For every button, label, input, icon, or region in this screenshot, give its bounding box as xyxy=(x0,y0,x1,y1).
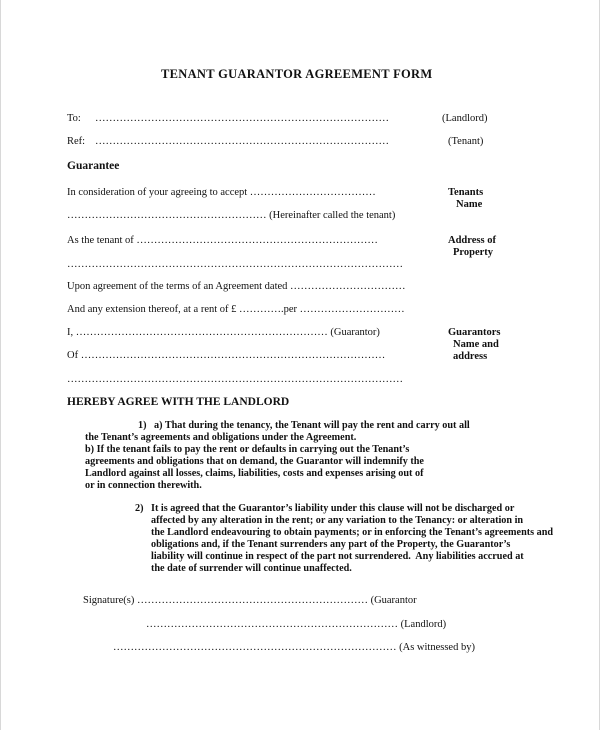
clause-1-line-3: b) If the tenant fails to pay the rent or defaults in carrying out the Tenant’s xyxy=(85,444,410,455)
tenants-name-label-1: Tenants xyxy=(448,187,484,198)
clause-1-line-6: or in connection therewith. xyxy=(85,480,202,491)
clause-1-line-5: Landlord against all losses, claims, liabilities, costs and expenses arising out of xyxy=(85,468,424,479)
guarantee-heading: Guarantee xyxy=(67,160,120,172)
clause-2-line-3: the Landlord endeavouring to obtain payments; or in enforcing the Tenant’s agreements and xyxy=(151,527,554,538)
document-title: TENANT GUARANTOR AGREEMENT FORM xyxy=(161,67,433,81)
clause-2-line-2: affected by any alteration in the rent; or any variation to the Tenancy: or alteration in xyxy=(151,515,524,526)
clause-1-line-4: agreements and obligations that on demand, the Guarantor will indemnify the xyxy=(85,456,424,467)
hereby-heading: HEREBY AGREE WITH THE LANDLORD xyxy=(67,396,290,408)
landlord-role-label: (Landlord) xyxy=(442,113,488,124)
guarantor-label-3: address xyxy=(453,351,488,362)
tenant-of-line[interactable]: As the tenant of …………………………………………………………… xyxy=(67,235,378,246)
landlord-signature-line[interactable]: ……………………………………………………………… (Landlord) xyxy=(146,619,447,630)
property-address-label-2: Property xyxy=(453,247,494,258)
witness-signature-line[interactable]: ……………………………………………………………………… (As witnessed by) xyxy=(113,642,475,653)
to-label: To: xyxy=(67,113,81,124)
agreement-dated-line[interactable]: Upon agreement of the terms of an Agreement dated …………………………… xyxy=(67,281,406,292)
tenant-role-label: (Tenant) xyxy=(448,136,484,147)
clause-1-number: 1) xyxy=(138,420,147,431)
of-dots-line[interactable]: …………………………………………………………………………………… xyxy=(67,374,403,385)
rent-line[interactable]: And any extension thereof, at a rent of £ ………….per ………………………… xyxy=(67,304,405,315)
clause-2-line-5: liability will continue in respect of the part not surrendered. Any liabilities accrued at xyxy=(151,551,524,562)
clause-2-number: 2) xyxy=(135,503,144,514)
clause-1-line-1: a) That during the tenancy, the Tenant will pay the rent and carry out all xyxy=(154,420,470,431)
clause-2-line-4: obligations and, if the Tenant surrenders any part of the Property, the Guarantor’s xyxy=(151,539,511,550)
hereinafter-line[interactable]: ………………………………………………… (Hereinafter called the tenant) xyxy=(67,210,396,221)
ref-label: Ref: xyxy=(67,136,86,147)
property-address-label-1: Address of xyxy=(448,235,496,246)
tenants-name-label-2: Name xyxy=(456,199,483,210)
of-line[interactable]: Of …………………………………………………………………………… xyxy=(67,350,386,361)
address-dots-line[interactable]: …………………………………………………………………………………… xyxy=(67,259,403,270)
ref-field[interactable]: ………………………………………………………………………… xyxy=(95,136,389,147)
signature-line[interactable]: Signature(s) ………………………………………………………… (Guarantor xyxy=(83,595,417,606)
clause-1-line-2: the Tenant’s agreements and obligations under the Agreement. xyxy=(85,432,357,443)
to-field[interactable]: ………………………………………………………………………… xyxy=(95,113,389,124)
guarantor-label-2: Name and xyxy=(453,339,499,350)
guarantor-line[interactable]: I, ……………………………………………………………… (Guarantor) xyxy=(67,327,380,338)
clause-2-line-6: the date of surrender will continue unaffected. xyxy=(151,563,352,574)
guarantor-label-1: Guarantors xyxy=(448,327,501,338)
clause-2-line-1: It is agreed that the Guarantor’s liability under this clause will not be discharged or xyxy=(151,503,515,514)
consideration-line[interactable]: In consideration of your agreeing to accept ……………………………… xyxy=(67,187,376,198)
